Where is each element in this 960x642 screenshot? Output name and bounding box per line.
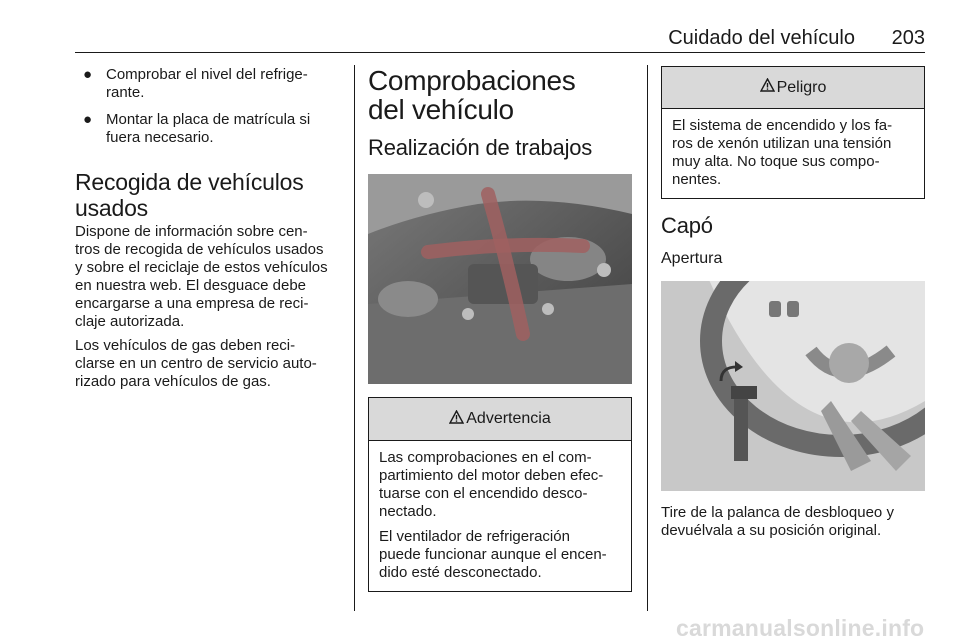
paragraph: Las comprobaciones en el com- partimiento del motor deben efec- tuarse con el encendido desco- nectado. <box>379 449 604 520</box>
subsection-heading: Apertura <box>661 250 723 267</box>
warning-box-header <box>369 398 631 441</box>
paragraph: Los vehículos de gas deben reci- clarse en un centro de servicio auto- rizado para vehículos de gas. <box>75 337 317 390</box>
section-heading: Recogida de vehículos usados <box>75 169 304 221</box>
paragraph: El ventilador de refrigeración puede funcionar aunque el encen- dido esté desconectado. <box>379 528 607 581</box>
column-divider-2 <box>647 65 648 611</box>
column-1 <box>75 66 340 391</box>
section-heading: Comprobaciones del vehículo <box>368 65 576 125</box>
list-item <box>75 66 340 102</box>
paragraph: Dispone de información sobre cen- tros de recogida de vehículos usados y sobre el reciclaje de estos vehículos en nuestra web. El desguace debe encargarse a una empresa de reci- claje autorizada. <box>75 223 328 330</box>
steering-wheel-illustration <box>661 281 925 491</box>
warning-triangle-icon <box>760 78 775 97</box>
column-divider-1 <box>354 65 355 611</box>
hood-release-image <box>661 281 925 491</box>
paragraph: El sistema de encendido y los fa- ros de xenón utilizan una tensión muy alta. No toque sus compo- nentes. <box>672 117 893 188</box>
column-2 <box>368 66 632 592</box>
engine-bay-image <box>368 174 632 384</box>
section-heading: Capó <box>661 213 713 238</box>
warning-title: Advertencia <box>466 410 551 427</box>
column-3 <box>661 66 925 540</box>
danger-box <box>661 66 925 199</box>
bullet-list <box>75 66 340 147</box>
danger-box-body <box>662 109 924 198</box>
bullet-icon: ● <box>83 111 93 128</box>
bullet-text: Comprobar el nivel del refrige- rante. <box>106 66 308 101</box>
danger-title: Peligro <box>776 78 827 96</box>
page-header <box>75 26 925 50</box>
image-caption: Tire de la palanca de desbloqueo y devuélvala a su posición original. <box>661 504 894 539</box>
page-number: 203 <box>891 27 925 49</box>
header-rule <box>75 52 925 53</box>
list-item <box>75 111 340 147</box>
warning-triangle-icon <box>449 410 464 429</box>
section-title: Cuidado del vehículo <box>668 27 855 49</box>
watermark-text: carmanualsonline.info <box>676 615 925 641</box>
danger-box-header <box>662 67 924 109</box>
warning-box <box>368 397 632 592</box>
engine-bay-illustration <box>368 174 632 384</box>
bullet-text: Montar la placa de matrícula si fuera necesario. <box>106 111 311 146</box>
warning-box-body <box>369 441 631 591</box>
bullet-icon: ● <box>83 66 93 83</box>
subsection-heading: Realización de trabajos <box>368 135 593 160</box>
